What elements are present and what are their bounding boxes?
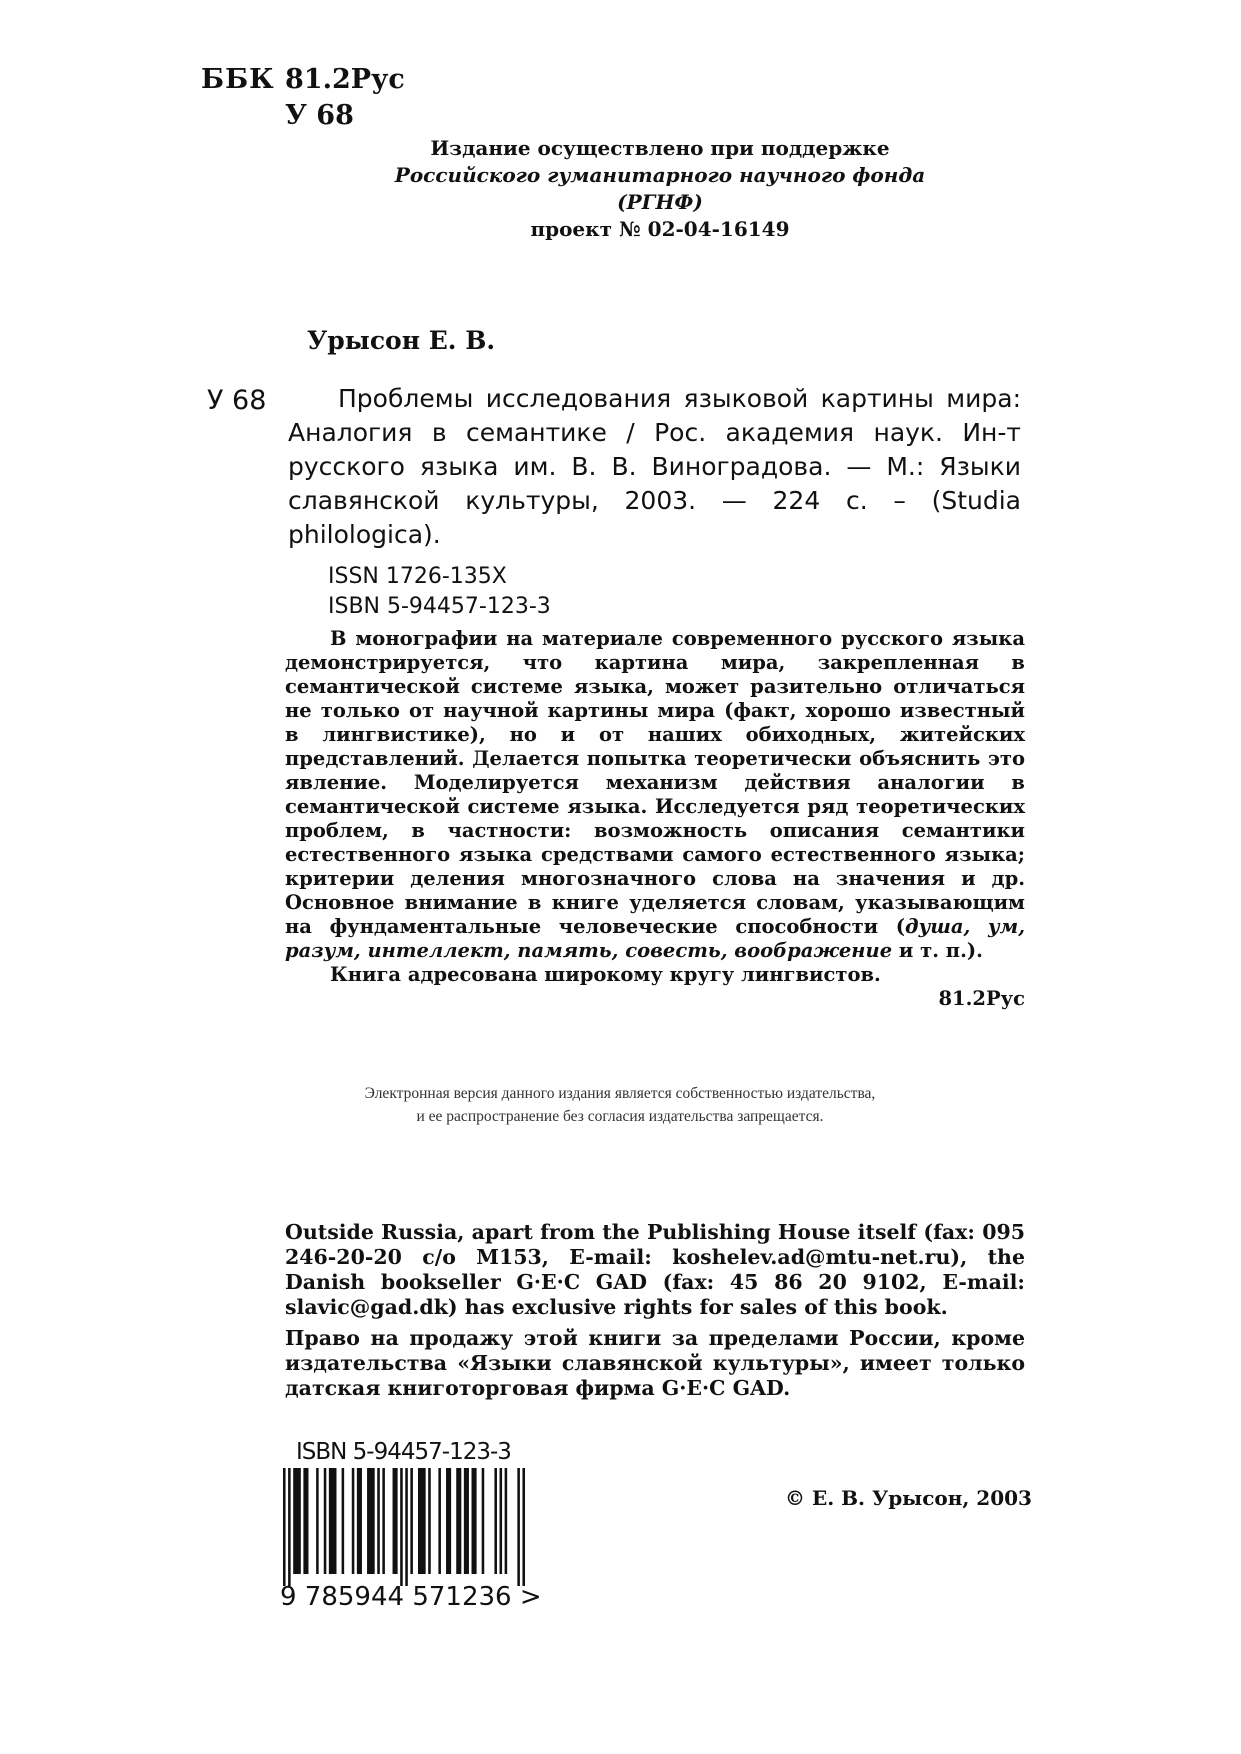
barcode-guard-bar [405,1468,408,1586]
barcode-bar [456,1468,461,1574]
abstract-text: В монографии на материале современного русского языка демонстрируется, что картина мира, закрепленная в семантической системе языка, может разительно отличаться не только от научной картины мира (факт, хорошо известный в лингвистике), но и от наших обиходных, житейских представлений. Делается попытка теоретически объяснить это явление. Моделируется механизм действия аналогии в семантической системе языка. Исследуется ряд теоретических проблем, в частности: возможность описания семантики естественного языка средствами самого естественного языка; критерии деления многозначного слова на значения и др. Основное внимание в книге уделяется словам, указывающим на фундаментальные человеческие способности ( [285,627,1025,938]
barcode-bar [324,1468,327,1574]
barcode-bar [500,1468,503,1574]
barcode-guard-bar [288,1468,291,1586]
barcode-bar [438,1468,441,1574]
notice-line-2: и ее распространение без согласия издательства запрещается. [416,1108,824,1125]
distribution-rights [285,1220,1025,1407]
bbk-label: ББК [201,64,275,95]
barcode-bar [410,1468,413,1574]
barcode-bar [464,1468,469,1574]
support-line-3: (РГНФ) [617,190,703,214]
abstract-italic-terms: душа, ум, разум, интеллект, память, совесть, воображение [285,915,1025,962]
author-name: Урысон Е. В. [307,326,496,355]
electronic-version-notice [260,1082,980,1128]
support-line-1: Издание осуществлено при поддержке [430,136,890,160]
barcode-bar [382,1468,385,1574]
barcode-bar [303,1468,308,1574]
author-sign-code: У 68 [285,100,354,131]
barcode-guard-bar [522,1468,525,1586]
bibliographic-description: Проблемы исследования языковой картины мира: Аналогия в семантике / Рос. академия наук. Ин-т русского языка им. В. В. Виноградова. — М.: Языки славянской культуры, 2003. — 224 с. – (Studia philologica). [288,384,1021,549]
barcode-bar [352,1468,355,1574]
issn: ISSN 1726-135X [328,564,507,589]
barcode-guard-bar [400,1468,403,1586]
support-line-2: Российского гуманитарного научного фонда [394,163,926,187]
copyright: © Е. В. Урысон, 2003 [785,1486,1032,1510]
barcode-bar [428,1468,431,1574]
barcode-bar [494,1468,497,1574]
barcode-bar [329,1468,337,1574]
abstract [285,627,1025,1011]
barcode-bar [418,1468,426,1574]
audience-note: Книга адресована широкому кругу лингвистов. [330,963,881,986]
barcode-bar [505,1468,508,1574]
barcode [283,1468,525,1586]
barcode-digits: 9 785944 571236 > [280,1582,542,1612]
barcode-bar [482,1468,485,1574]
support-project-number: проект № 02-04-16149 [530,217,790,241]
barcode-bar [316,1468,319,1574]
barcode-bar [377,1468,380,1574]
barcode-bar [293,1468,301,1574]
grant-support-block [360,135,960,243]
notice-line-1: Электронная версия данного издания является собственностью издательства, [364,1085,876,1102]
barcode-bar [357,1468,362,1574]
isbn: ISBN 5-94457-123-3 [328,594,551,619]
bbk-code: 81.2Рус [285,64,405,95]
barcode-bar [393,1468,398,1574]
abstract-paragraph [285,627,1025,963]
catalog-code: У 68 [207,385,267,416]
barcode-bar [472,1468,477,1574]
barcode-guard-bar [283,1468,286,1586]
rights-russian: Право на продажу этой книги за пределами России, кроме издательства «Языки славянской культуры», имеет только датская книготорговая фирма G·E·C GAD. [285,1326,1025,1400]
barcode-bar [446,1468,451,1574]
class-code: 81.2Рус [938,987,1025,1010]
rights-english: Outside Russia, apart from the Publishing House itself (fax: 095 246-20-20 c/o M153, E-mail: koshelev.ad@mtu-net.ru), the Danish bookseller G·E·C GAD (fax: 45 86 20 9102, E-mail: slavic@gad.dk) has exclusive rights for sales of this book. [285,1220,1025,1319]
barcode-bar [367,1468,375,1574]
barcode-guard-bar [517,1468,520,1586]
barcode-bar [342,1468,345,1574]
abstract-text-end: и т. п.). [892,939,983,962]
identifiers [328,562,551,622]
barcode-isbn-label: ISBN 5-94457-123-3 [296,1439,511,1465]
